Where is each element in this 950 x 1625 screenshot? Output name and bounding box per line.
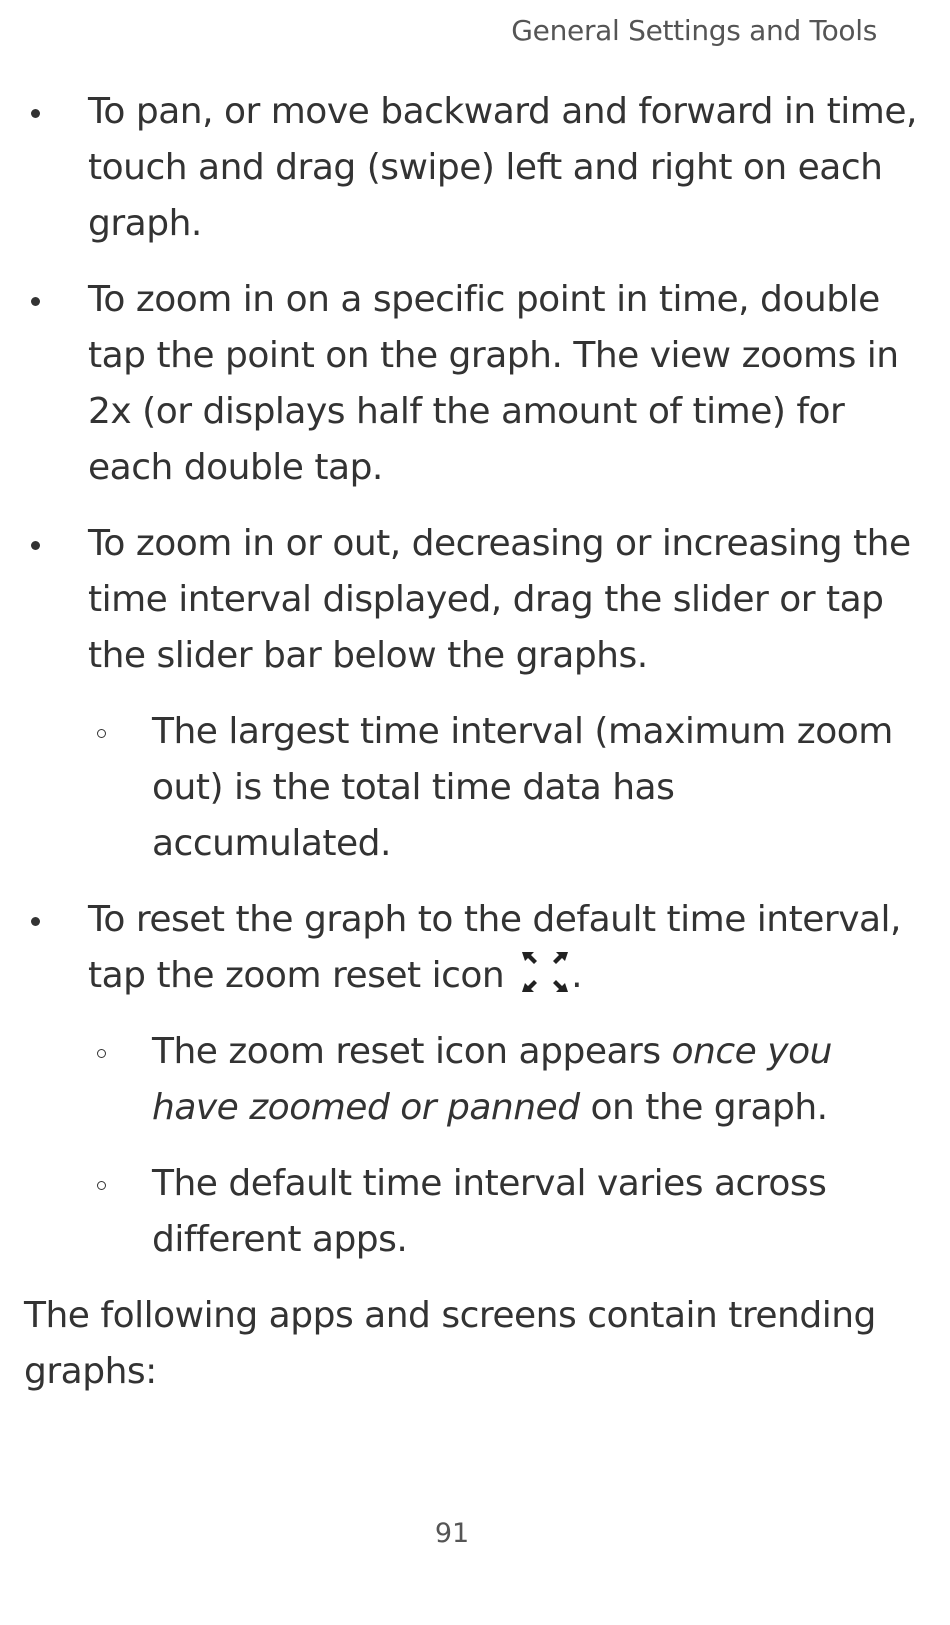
icon-appears-text-start: The zoom reset icon appears [152,1031,672,1072]
sub-item-max-interval [88,704,924,872]
running-header: General Settings and Tools [511,14,877,47]
default-interval-text: The default time interval varies across different apps. [152,1163,827,1260]
document-body [24,84,924,1400]
zoom-slider-text: To zoom in or out, decreasing or increasing the time interval displayed, drag the slider or tap the slider bar below the graphs. [88,523,911,676]
list-item-reset [24,892,924,1268]
sub-item-icon-appears [88,1024,924,1136]
icon-appears-text-emphasis: once you have zoomed or panned [152,1031,832,1128]
list-item-pan [24,84,924,252]
zoom-point-text: To zoom in on a specific point in time, double tap the point on the graph. The view zooms in 2x (or displays half the amount of time) for each double tap. [88,279,899,488]
pan-text: To pan, or move backward and forward in time, touch and drag (swipe) left and right on each graph. [88,91,917,244]
zoom-slider-sub-list [88,704,924,872]
zoom-reset-icon [519,949,571,995]
closing-paragraph: The following apps and screens contain trending graphs: [24,1295,876,1392]
reset-trailing-period: . [571,955,583,996]
list-item-zoom-slider [24,516,924,872]
sub-item-default-interval [88,1156,924,1268]
max-interval-text: The largest time interval (maximum zoom out) is the total time data has accumulated. [152,711,893,864]
icon-appears-text-end: on the graph. [579,1087,828,1128]
page-number: 91 [434,1518,470,1549]
bullet-list [24,84,924,1268]
reset-text: To reset the graph to the default time interval, tap the zoom reset icon [88,899,901,996]
reset-sub-list [88,1024,924,1268]
list-item-zoom-point [24,272,924,496]
